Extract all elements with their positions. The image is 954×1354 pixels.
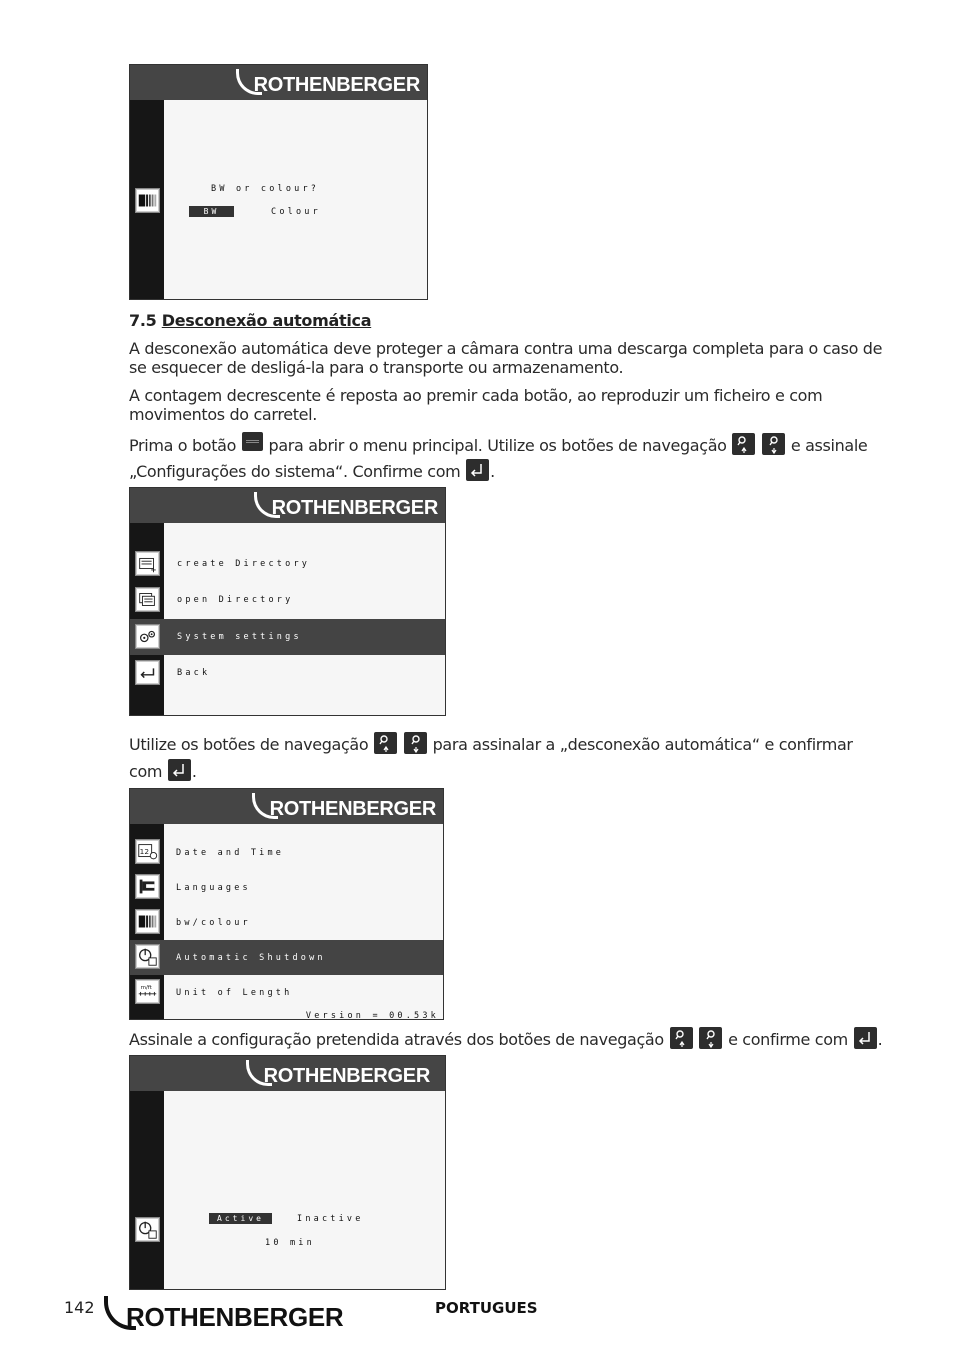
option-colour[interactable]: Colour (271, 207, 321, 217)
screen-header (130, 1056, 445, 1091)
nav-up-key-icon (732, 433, 755, 455)
screen-automatic-shutdown (129, 1055, 446, 1290)
screen-bw-colour (129, 64, 428, 300)
screen-content (164, 824, 443, 1019)
enter-key-icon (466, 459, 489, 481)
paragraph-2: A contagem decrescente é reposta ao premir cada botão, ao reproduzir um ficheiro e com movimentos do carretel. (129, 386, 823, 424)
screen-system-settings (129, 788, 444, 1020)
paragraph-5: Assinale a configuração pretendida através dos botões de navegação e confirme com . (129, 1027, 889, 1052)
menu-item-languages[interactable]: Languages (176, 883, 251, 893)
nav-down-key-icon (404, 732, 427, 754)
footer-language: PORTUGUES (435, 1299, 538, 1317)
svg-text:m/ft: m/ft (140, 985, 152, 992)
screen-content (164, 100, 427, 299)
menu-item-back[interactable]: Back (177, 668, 211, 678)
screen-header (130, 65, 427, 100)
section-heading: 7.5 Desconexão automática (129, 311, 372, 330)
calendar-clock-icon (135, 839, 160, 864)
screen-main-menu (129, 487, 446, 716)
languages-flag-icon (135, 874, 160, 899)
section-title: Desconexão automática (161, 311, 372, 330)
bw-colour-icon (135, 909, 160, 934)
create-folder-icon (135, 551, 160, 576)
rothenberger-logo: ROTHENBERGER (252, 793, 436, 819)
rothenberger-logo: ROTHENBERGER (236, 69, 420, 95)
screen-content (164, 523, 445, 715)
power-timer-icon (135, 944, 160, 969)
rothenberger-logo: ROTHENBERGER (254, 492, 438, 518)
menu-item-system-settings[interactable]: System settings (177, 632, 302, 642)
paragraph-4: Utilize os botões de navegação para assinalar a „desconexão automática“ e confirmar com . (129, 731, 889, 785)
option-inactive[interactable]: Inactive (297, 1214, 364, 1224)
menu-item-date-and-time[interactable]: Date and Time (176, 848, 285, 858)
enter-key-icon (168, 759, 191, 781)
menu-item-automatic-shutdown[interactable]: Automatic Shutdown (176, 953, 326, 963)
page-number: 142 (64, 1298, 95, 1317)
nav-down-key-icon (762, 433, 785, 455)
paragraph-1: A desconexão automática deve proteger a câmara contra uma descarga completa para o caso de se esquecer de desligá-la para o transporte ou armazenamento. (129, 339, 883, 377)
enter-key-icon (854, 1027, 877, 1049)
unit-length-ruler-icon (135, 979, 160, 1004)
bw-colour-icon (135, 188, 160, 213)
menu-item-bw-colour[interactable]: bw/colour (176, 918, 251, 928)
menu-key-icon (242, 432, 263, 451)
screen-header (130, 488, 445, 523)
option-active-selected[interactable]: Active (209, 1213, 272, 1224)
bw-colour-prompt: BW or colour? (211, 184, 320, 194)
shutdown-time-value[interactable]: 10 min (265, 1238, 315, 1248)
nav-up-key-icon (670, 1027, 693, 1049)
back-arrow-icon (135, 660, 160, 685)
open-folder-icon (135, 587, 160, 612)
footer-rothenberger-logo: ROTHENBERGER (104, 1296, 343, 1330)
power-timer-icon (135, 1217, 160, 1242)
paragraph-3: Prima o botão para abrir o menu principal. Utilize os botões de navegação e assinale „Configurações do sistema“. Confirme com . (129, 432, 889, 485)
screen-sidebar (130, 1091, 164, 1289)
menu-item-unit-of-length[interactable]: Unit of Length (176, 988, 293, 998)
option-bw-selected[interactable]: BW (189, 206, 234, 217)
rothenberger-logo: ROTHENBERGER (246, 1060, 430, 1086)
nav-down-key-icon (699, 1027, 722, 1049)
screen-header (130, 789, 443, 824)
svg-text:12: 12 (139, 846, 150, 856)
menu-item-create-directory[interactable]: create Directory (177, 559, 311, 569)
screen-content (164, 1091, 445, 1289)
nav-up-key-icon (374, 732, 397, 754)
menu-item-open-directory[interactable]: open Directory (177, 595, 294, 605)
firmware-version: Version = 00.53k (305, 1011, 439, 1020)
settings-gear-icon (135, 624, 160, 649)
